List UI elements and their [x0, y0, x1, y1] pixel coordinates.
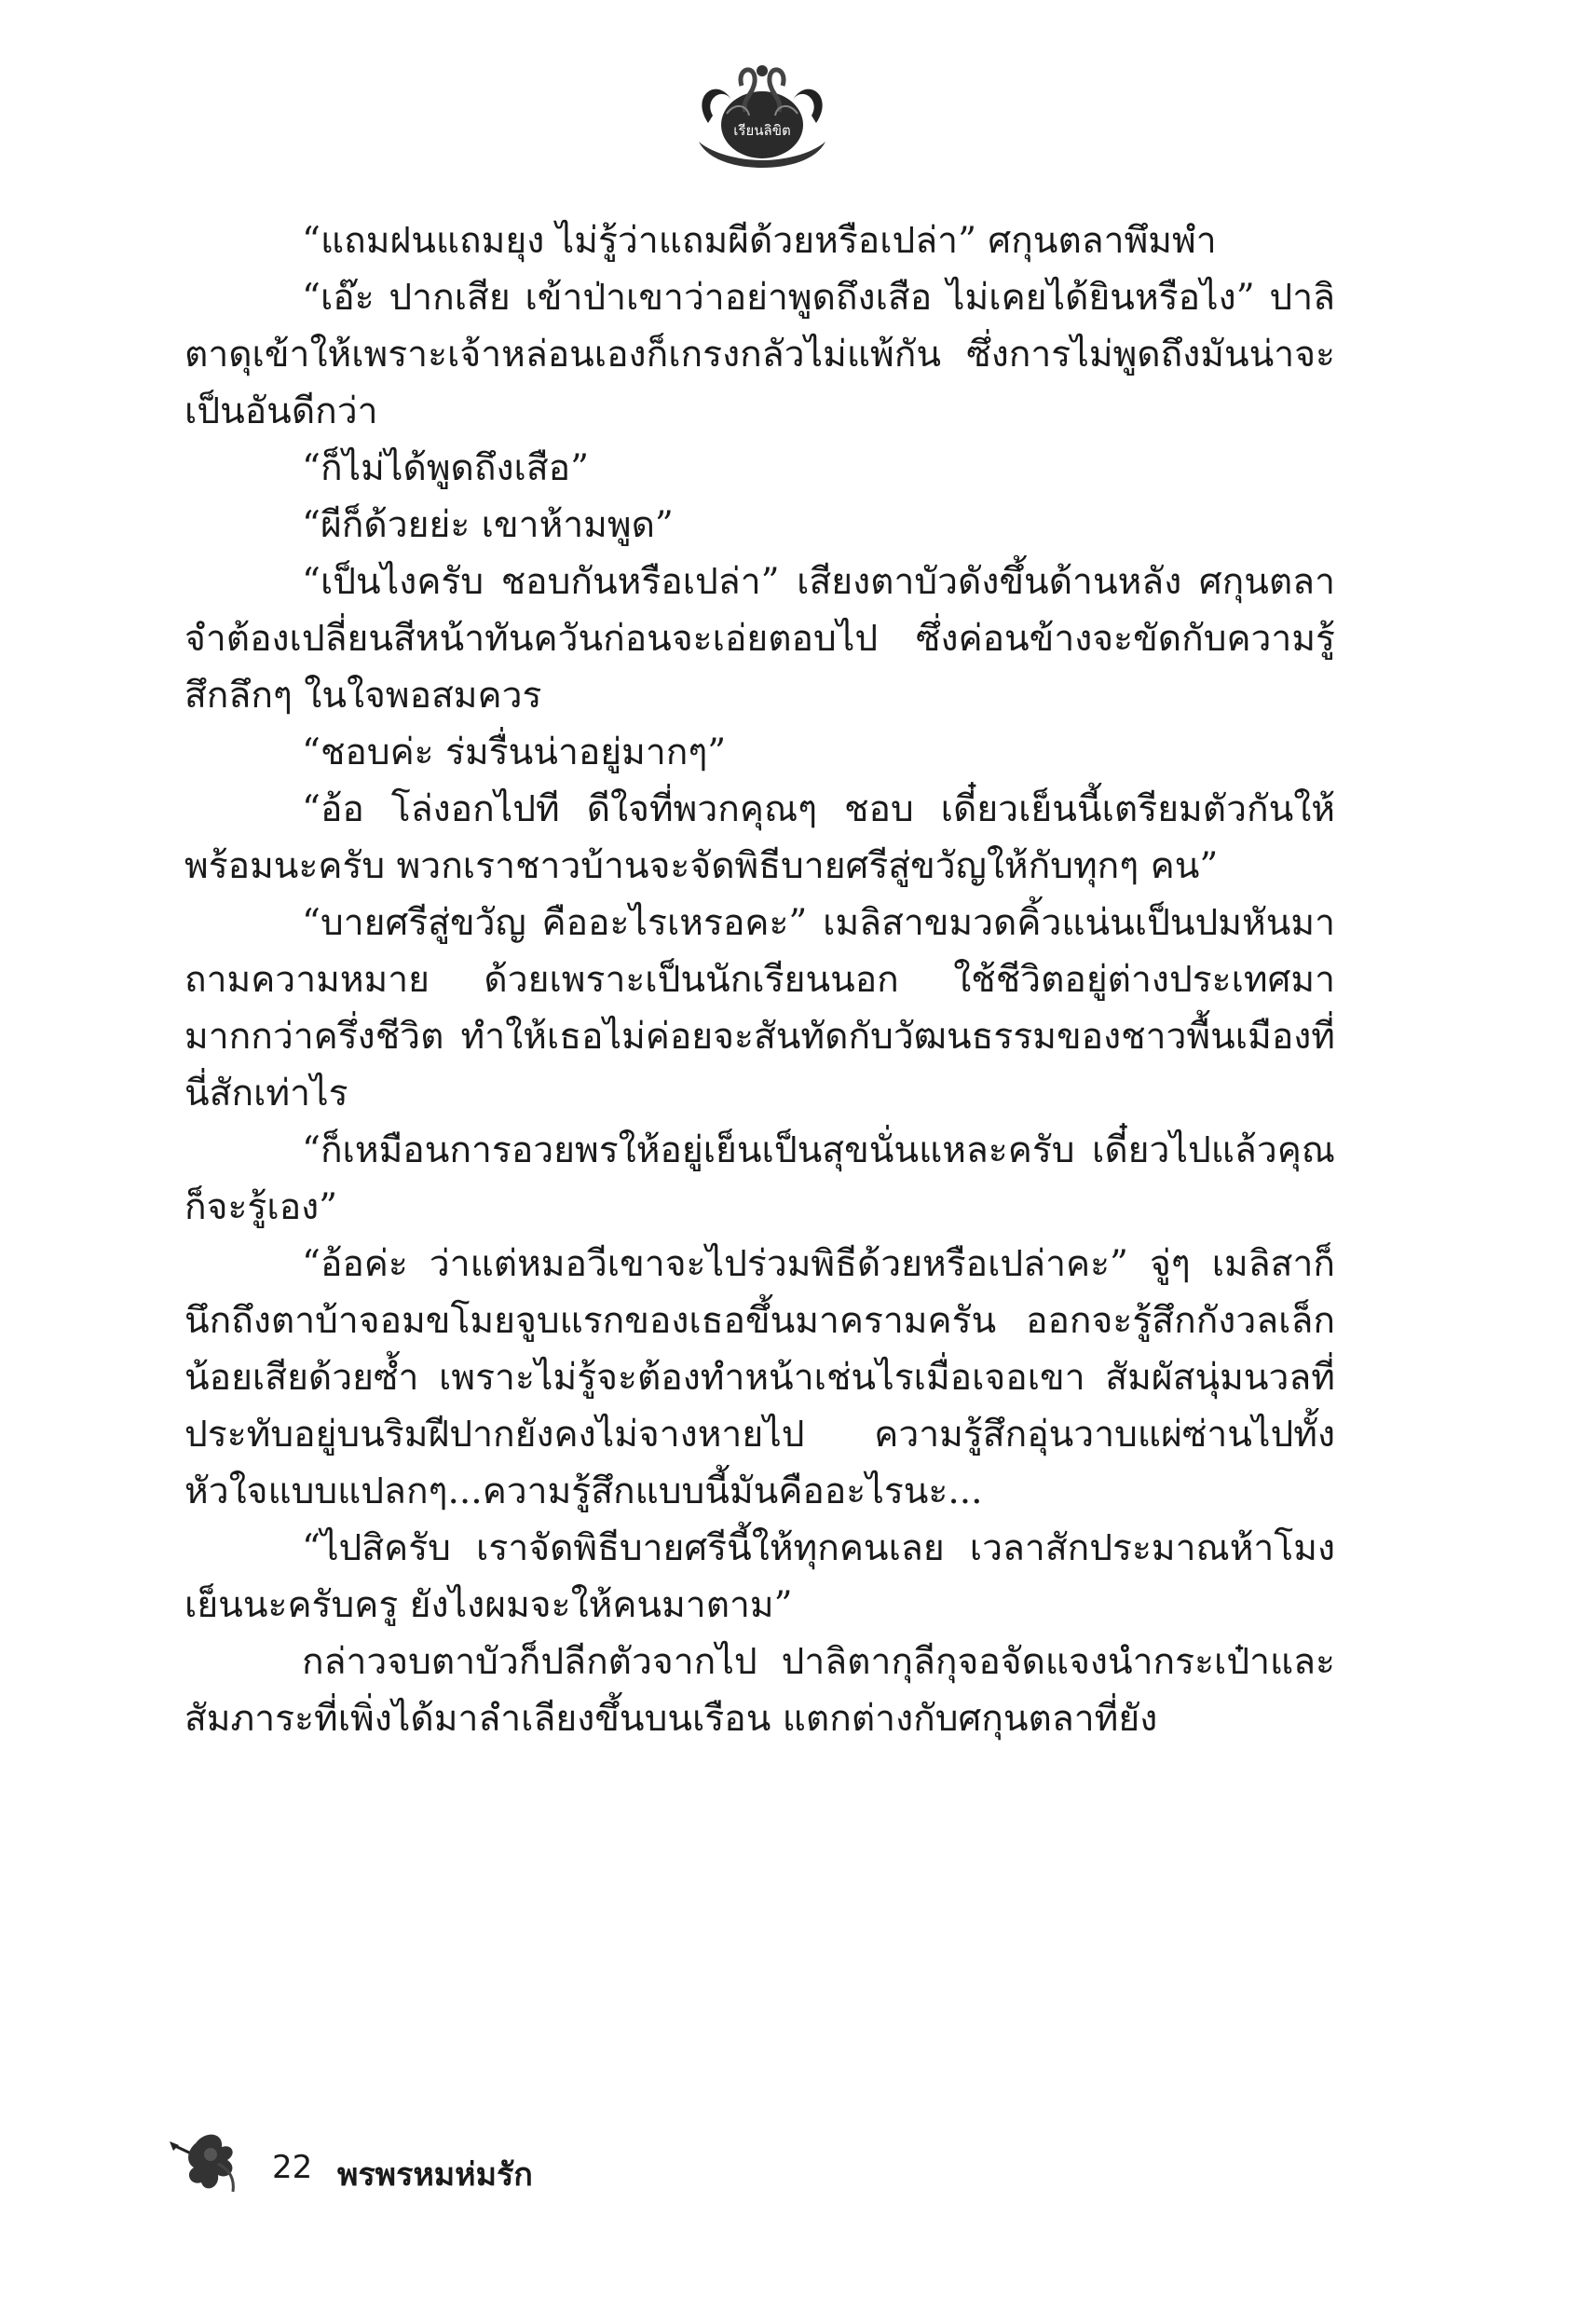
paragraph: กล่าวจบตาบัวก็ปลีกตัวจากไป ปาลิตากุลีกุจอจัดแจงนำกระเป๋าและสัมภาระที่เพิ่งได้มาลำเลียงขึ้นบนเรือน แตกต่างกับศกุนตลาที่ยัง — [184, 1641, 1335, 1740]
paragraph: “ไปสิครับ เราจัดพิธีบายศรีนี้ให้ทุกคนเลย เวลาสักประมาณห้าโมงเย็นนะครับครู ยังไงผมจะให้คนมาตาม” — [184, 1527, 1335, 1626]
logo-text: เรียนลิขิต — [733, 122, 791, 139]
ornamental-swan-crest-icon — [689, 58, 835, 177]
page-footer — [168, 2126, 820, 2220]
book-title: พรพรหมห่มรัก — [337, 2156, 533, 2194]
paragraph: “เป็นไงครับ ชอบกันหรือเปล่า” เสียงตาบัวดังขึ้นด้านหลัง ศกุนตลาจำต้องเปลี่ยนสีหน้าทันควันก่อนจะเอ่ยตอบไป ซึ่งค่อนข้างจะขัดกับความรู้สึกลึกๆ ในใจพอสมควร — [184, 561, 1335, 717]
paragraph: “เอ๊ะ ปากเสีย เข้าป่าเขาว่าอย่าพูดถึงเสือ ไม่เคยได้ยินหรือไง” ปาลิตาดุเข้าให้เพราะเจ้าหล่อนเองก็เกรงกลัวไม่แพ้กัน ซึ่งการไม่พูดถึงมันน่าจะเป็นอันดีกว่า — [184, 277, 1335, 432]
body-text — [184, 212, 1335, 1747]
page-number: 22 — [272, 2149, 313, 2186]
paragraph: “แถมฝนแถมยุง ไม่รู้ว่าแถมผีด้วยหรือเปล่า” ศกุนตลาพึมพำ — [302, 220, 1217, 262]
paragraph: “ชอบค่ะ ร่มรื่นน่าอยู่มากๆ” — [302, 732, 727, 773]
paragraph: “ก็ไม่ได้พูดถึงเสือ” — [302, 447, 590, 489]
cupid-icon — [168, 2126, 252, 2199]
header-logo — [689, 58, 835, 177]
paragraph: “บายศรีสู่ขวัญ คืออะไรเหรอคะ” เมลิสาขมวดคิ้วแน่นเป็นปมหันมาถามความหมาย ด้วยเพราะเป็นนักเรียนนอก ใช้ชีวิตอยู่ต่างประเทศมามากกว่าครึ่งชีวิต ทำให้เธอไม่ค่อยจะสันทัดกับวัฒนธรรมของชาวพื้นเมืองที่นี่สักเท่าไร — [184, 902, 1335, 1114]
paragraph: “ก็เหมือนการอวยพรให้อยู่เย็นเป็นสุขนั่นแหละครับ เดี๋ยวไปแล้วคุณก็จะรู้เอง” — [184, 1129, 1335, 1228]
paragraph: “อ้อค่ะ ว่าแต่หมอวีเขาจะไปร่วมพิธีด้วยหรือเปล่าคะ” จู่ๆ เมลิสาก็นึกถึงตาบ้าจอมขโมยจูบแรกของเธอขึ้นมาครามครัน ออกจะรู้สึกกังวลเล็กน้อยเสียด้วยซ้ำ เพราะไม่รู้จะต้องทำหน้าเช่นไรเมื่อเจอเขา สัมผัสนุ่มนวลที่ประทับอยู่บนริมฝีปากยังคงไม่จางหายไป ความรู้สึกอุ่นวาบแผ่ซ่านไปทั้งหัวใจแบบแปลกๆ...ความรู้สึกแบบนี้มันคืออะไรนะ... — [184, 1243, 1335, 1512]
paragraph: “ผีก็ด้วยย่ะ เขาห้ามพูด” — [302, 504, 674, 546]
paragraph: “อ้อ โล่งอกไปที ดีใจที่พวกคุณๆ ชอบ เดี๋ยวเย็นนี้เตรียมตัวกันให้พร้อมนะครับ พวกเราชาวบ้านจะจัดพิธีบายศรีสู่ขวัญให้กับทุกๆ คน” — [184, 788, 1335, 887]
